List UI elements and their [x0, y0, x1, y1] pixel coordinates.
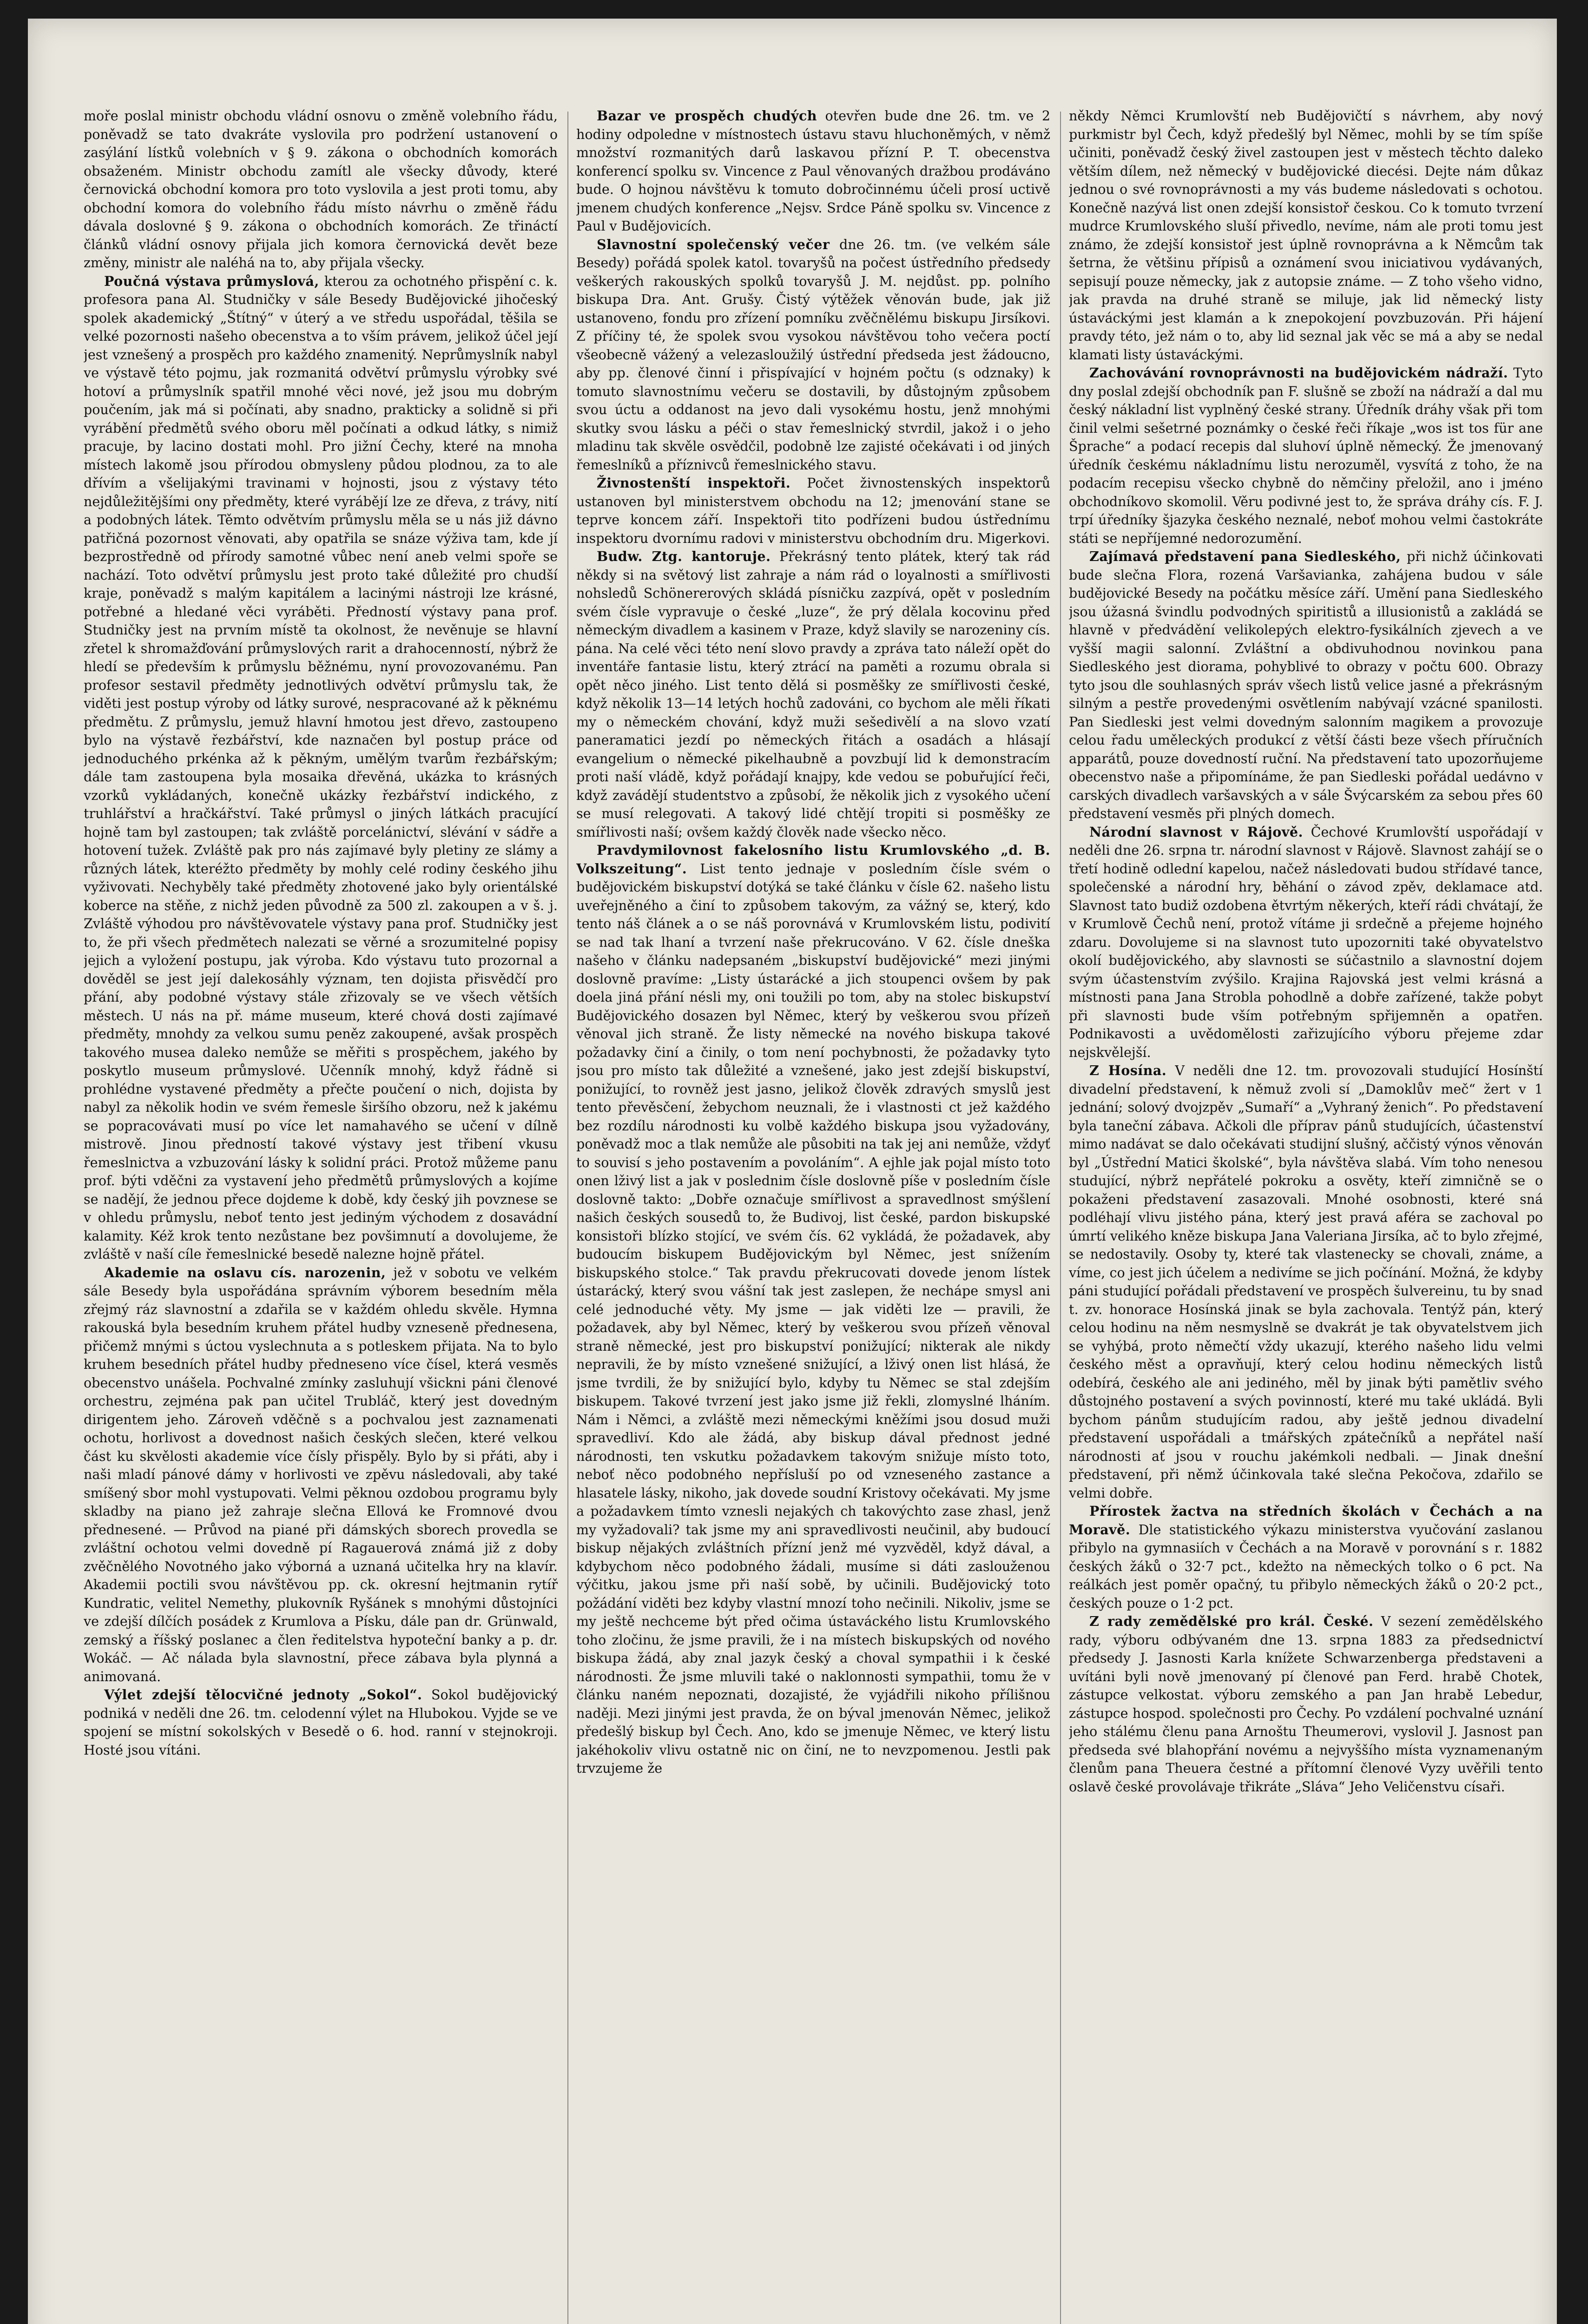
article-heading: Národní slavnost v Rájově. [1089, 824, 1303, 840]
article-text: dne 26. tm. (ve velkém sále Besedy) pořádá spolek katol. tovaryšů na počest ústředního předsedy veškerých rakouských spolků tovaryšů J. M. nejdůst. pp. polního biskupa Dra. Ant. Grušy. Čistý výtěžek věnován bude, jak již ustanoveno, fondu pro zřízení pomníku zvěčnělému biskupu Jirsíkovi. Z příčiny té, že spolek svou vysokou návštěvou toho večera poctí všeobecně vážený a velezasloužilý ústřední předseda jest žádoucno, aby pp. členové činní i přispívající v hojném počtu (s odznaky) k tomuto slavnostnímu večeru se dostavili, by důstojným způsobem svou úctu a oddanost na jevo dali vysokému hostu, jenž mnohými skutky svou lásku a péči o stav řemeslnický stvrdil, jakož i o jeho mladinu tak skvěle osvědčil, podobně lze zajisté očekávati i od jiných řemeslníků a příznivců řemeslnického stavu. [576, 237, 1050, 473]
article-paragraph [576, 107, 1050, 236]
article-paragraph [576, 841, 1050, 1778]
article-heading: Z rady zemědělské pro král. České. [1089, 1613, 1374, 1629]
article-paragraph [84, 1686, 558, 1759]
column-divider [1060, 112, 1061, 2324]
article-heading: Poučná výstava průmyslová, [104, 273, 319, 289]
article-paragraph [1069, 1062, 1543, 1502]
article-heading: Z Hosína. [1089, 1063, 1167, 1078]
article-heading: Živnostenští inspektoři. [597, 475, 791, 491]
article-paragraph [84, 272, 558, 1264]
article-text: Čechové Krumlovští uspořádají v neděli dne 26. srpna tr. národní slavnost v Rájově. Slavnost zahájí se o třetí hodině odlední kapelou, načež následovati budou střídavé tance, společenské a národní hry, běhání o závod zpěv, deklamace atd. Slavnost tato budiž ozdobena ětvrtým někerých, kteří rádi chvátají, že v Krumlově Čechů není, protož vítáme ji srdečně a přejeme hojného zdaru. Dovolujeme si na slavnost tuto upozorniti také obyvatelstvo okolí budějovického, aby slavnosti se súčastnilo a slavnostní dojem svým účastenstvím zvýšilo. Krajina Rajovská jest velmi krásná a místnosti pana Jana Strobla pohodlně a dobře zařízené, takže pobyt při slavnosti bude vším potřebným spřijemněn a opatřen. Podnikavosti a uvědomělosti zařizujícího výboru přejeme zdar nejskvělejší. [1069, 824, 1543, 1060]
article-text: kterou za ochotného přispění c. k. profesora pana Al. Studničky v sále Besedy Budějovické jihočeský spolek akademický „Štítný“ v úterý a ve středu uspořádal, těšila se velké pozornosti našeho obecenstva a to vším právem, jelikož účel její jest vznešený a prospěch pro každého znamenitý. Neprůmyslník nabyl ve výstavě této pojmu, jak rozmanitá odvětví průmyslu výrobky své hotoví a průmyslník spatřil mnohé věci nové, jež jsou mu dobrým poučením, jak má si počínati, aby snadno, prakticky a solidně si při vyrábění předmětů svého oboru měl počínati a odkud látky, s nimiž pracuje, by lacino dostati mohl. Pro jižní Čechy, které na mnoha místech lakomě jsou přírodou obmysleny půdou plodnou, za to ale dřívím a všelijakými travinami v hojnosti, jsou z výstavy této nejdůležitějšími ony předměty, které vyrábějí lze ze dřeva, z trávy, nití a podobných látek. Těmto odvětvím průmyslu měla se u nás již dávno patřičná pozornost věnovati, aby opatřila se snáze výživa tam, kde jí bezprostředně od přírody samotné vůbec není aneb velmi spoře se nachází. Toto odvětví průmyslu jest proto také důležité pro chudší kraje, poněvadž s malým kapitálem a lacinými nástroji lze krásné, potřebné a hledané věci vyráběti. Předností výstavy pana prof. Studničky jest na prvním místě ta okolnost, že nevěnuje se hlavní zřetel k shromažďování průmyslových rarit a drahocenností, nýbrž že hledí se především k průmyslu běžnému, nyní provozovanému. Pan profesor sestavil předměty jednotlivých odvětví průmyslu tak, že viděti jest postup výroby od látky surové, nespracované až k pěknému předmětu. Z průmyslu, jemuž hlavní hmotou jest dřevo, zastoupeno bylo na výstavě řezbářství, kde naznačen byl postup práce od jednoduchého prkénka až k pěkným, umělým tvarům řezbářským; dále tam zastoupena byla mosaika dřevěná, ukázka to krásných vzorků vykládaných, konečně ukázky řezbářství indického, z truhlářství a hračkářství. Také průmysl o jiných látkách pracující hojně tam byl zastoupen; tak zvláště porcelánictví, slévání v sádře a hotovení tužek. Zvláště pak pro nás zajímavé byly pletiny ze slámy a různých látek, kteréžto předměty by mohly celé rodiny českého jihu vyživovati. Nechyběly také předměty zhotovené jako byly orientálské koberce na stěňe, z nichž jeden původně za 500 zl. zakoupen a v š. j. Zvláště výhodou pro návštěvovatele výstavy pana prof. Studničky jest to, že při všech předmětech nalezati se věrné a srozumitelné popisy jejich a vyložení postupu, jak výroba. Kdo výstavu tuto prozornal a dověděl se jest její dalekosáhly význam, ten dojista přisvědčí pro přání, aby podobné výstavy stále zřizovaly se ve všech větších městech. U nás na př. máme museum, které chová dosti zajímavé předměty, mnohdy za velkou sumu peněz zakoupené, avšak prospěch takového musea daleko nemůže se měřiti s prospěchem, jakého by poskytlo museum průmyslové. Učenník mnohý, když řádně si prohlédne vystavené předměty a přečte poučení o nich, dojista by nabyl za několik hodin ve svém řemesle širšího obzoru, než k jakému se popracovávati musí po více let namahavého se učení v dílně mistrově. Jinou předností takové výstavy jest třibení vkusu řemeslnictva a vzbuzování lásky k solidní práci. Protož můžeme panu prof. býti vděčni za vystavení jeho předmětů průmyslových a kojíme se nadějí, že jednou přece dojdeme k době, kdy český jih povznese se v ohledu průmyslu, neboť tento jest jediným východem z dosavádní kalamity. Kéž krok tento nezůstane bez povšimnutí a dovolujeme, že zvláště v naší cíle řemeslnické besedě nalezne hojně přátel. [84, 273, 558, 1262]
article-text: při nichž účinkovati bude slečna Flora, rozená Varšavianka, zahájena budou v sále budějovické Besedy na počátku měsíce září. Umění pana Siedleského jsou úžasná švindlu podvodných spiritistů a illusionistů a zakládá se hlavně v předvádění velikolepých elektro-fysikálních zjevech a ve vyšší magii salonní. Zvláštní a obdivuhodnou novinkou pana Siedleského jest diorama, pohyblivé to obrazy v počtu 600. Obrazy tyto jsou dle souhlasných správ všech listů velice jasné a překrásným silným a pestře provedenými osvětlením nabývají vzácné spanilosti. Pan Siedleski jest velmi dovedným salonním magikem a provozuje celou řadu uměleckých produkcí z větší části beze všech příručních apparátů, pouze dovedností ruční. Na představení tato upozorňujeme obecenstvo naše a připomínáme, že pan Siedleski pořádal uedávno v carských divadlech varšavských a v sále Švýcarském za sebou přes 60 představení vesměs při plných domech. [1069, 549, 1543, 821]
article-paragraph [1069, 823, 1543, 1062]
article-heading: Výlet zdejší tělocvičné jednoty „Sokol“. [104, 1687, 422, 1703]
article-text: List tento jednaje v posledním čísle svém o budějovickém biskupství dotýká se také článku v čísle 62. našeho listu uveřejněného a činí to způsobem takovým, za vážný se, který, kdo tento náš článek a o se náš porovnává v Krumlovském listu, podivití se nad tak lhaní a tvrzení naše překrucováno. V 62. čísle dneška našeho v článku nadepsaném „biskupství budějovické“ mezi jinými doslovně pravíme: „Listy ústarácké a jich stoupenci ovšem by pak doela jiná přání nésli my, oni toužili po tom, aby na stolec biskupství Budějovického dosazen byl Němec, který by veškerou svou přízeň věnoval jich straně. Že listy německé na nového biskupa takové požadavky činí a činily, o tom není pochybnosti, že požadavky tyto jsou pro místo tak důležité a vznešené, jako jest zdejší biskupství, ponižující, to rovněž jest jasno, jelikož člověk zdravých smyslů jest tento převěsčení, žebychom neuznali, že i vlastnosti ct jež každého bez rozdílu národnosti ku volbě každého biskupa jsou vyžadovány, poněvadž moc a tlak nemůže ale působiti na tak jej ani nemůže, vždyť to souvisí s jeho postavením a povoláním“. A ejhle jak pojal místo toto onen lživý list a jak v poslednim čísle doslovně píše v posledním čísle doslovně takto: „Dobře označuje smířlivost a spravedlnost smýšlení našich českých sousedů to, že Budivoj, list české, pardon biskupské konsistoři blízko stojící, ve svém čís. 62 vykládá, že požadavek, aby budoucím biskupem Budějovickým byl Němec, jest snížením biskupského stolce.“ Tak pravdu překrucovati dovede jenom lístek ústarácký, který svou vášní tak jest zaslepen, že nechápe smysl ani celé jednoduché věty. My jsme — jak viděti lze — pravili, že požadavek, aby byl Němec, který by veškerou svou přízeň věnoval straně německé, jest pro biskupství ponižující; nikterak ale nikdy nepravili, že by místo vznešené snižující, a lživý onen list hlásá, že jsme tvrdili, že by snižující bylo, kdyby tu Němec se stal zdejším biskupem. Takové tvrzení jest jako jsme již řekli, zlomyslné lháním. Nám i Němci, a zvláště mezi německými kněžími jsou dosud muži spravedliví. Kdo ale žádá, aby biskup dával přednost jedné národnosti, ten vskutku požadavkem takovým snižuje místo toto, neboť něco podobného nepřísluší po od vzneseného zastance a hlasatele lásky, nikoho, jak dovede soudní Kristovy očekávati. My jsme a požadavkem tímto vznesli nejakých ch takovýchto zase zhasl, jenž my vyžadovali? tak jsme my ani spravedlivosti neučinil, aby budoucí biskup nějakých zvláštních přízní jenž mé vyzvěděl, když dával, a kdybychom něco podobného žádali, musíme si dáti zaslouženou výčitku, jakou jsme při naší sobě, by učinili. Budějovický toto požádání viděti bez kdyby vlastní mnozí toho nečinili. Nikoliv, jsme se my ještě nechceme být před očima ústaváckého listu Krumlovského toho zločinu, že jsme pravili, že i na místech biskupských od nového biskupa žádá, aby znal jazyk český a choval sympathii i k české národnosti. Že jsme mluvili také o naklonnosti sympathii, tomu že v článku naném nepoznati, dozajisté, že vyjádřili nikoho přílišnou naději. Mezi jinými jest pravda, že on býval jmenován Němec, jelikož předešlý biskup byl Čech. Ano, kdo se jmenuje Němec, ve který listu jakéhokoliv vlivu ostatně nic on činí, ne to nevzpomenou. Jestli pak trvzujeme že [576, 861, 1050, 1776]
article-heading: Zajímavá představení pana Siedleského, [1089, 548, 1401, 564]
article-heading: Bazar ve prospěch chudých [597, 108, 817, 124]
article-paragraph [1069, 107, 1543, 364]
article-paragraph [1069, 1502, 1543, 1612]
article-text: V sezení zemědělského rady, výboru odbývaném dne 13. srpna 1883 za předsednictví předsedy J. Jasnosti Karla knížete Schwarzenberga představeni a uvítáni byli nově jmenovaný pí členové pan Ferd. hrabě Chotek, zástupce velkostat. výboru zemského a pan Jan hrabě Lebedur, zástupce hospod. společnosti pro Čechy. Po vzdálení pochvalné uznání jeho stálému členu pana Arnoštu Theumerovi, vyslovil J. Jasnost pan předseda své blahopřání novému a nejvyššího místa vyznamenaným členům pana Theuera čestné a přítomní členové Vyzy uvěřili tento oslavě české provolávaje třikráte „Sláva“ Jeho Veličenstvu císaři. [1069, 1614, 1543, 1795]
article-text: otevřen bude dne 26. tm. ve 2 hodiny odpoledne v místnostech ústavu stavu hluchoněmých, v němž množství rozmanitých darů laskavou přízní P. T. obecenstva konferencí spolku sv. Vincence z Paul věnovaných dražbou prodáváno bude. O hojnou návštěvu k tomuto dobročinnému účeli prosí uctivě jmenem chudých konference „Nejsv. Srdce Páně spolku sv. Vincence z Paul v Budějovicích. [576, 108, 1050, 234]
article-text: Překrásný tento plátek, který tak rád někdy si na světový list zahraje a nám rád o loyalnosti a smířlivosti nohsledů Schönererových skládá písničku zazpívá, opět v posledním svém čísle vypravuje o české „luze“, že prý dělala kocovinu před německým divadlem a kasinem v Praze, když slavily se narozeniny cís. pána. Na celé věci této není slovo pravdy a zpráva tato náleží opět do inventáře fantasie listu, který ztrácí na paměti a rozumu obrala si opět něco jiného. List tento dělá si posměšky ze smířlivosti české, když několik 13—14 letých hochů zadováni, co bychom ale měli říkati my o německém chování, když muži sešedivělí a na slovo vzatí paneramatici jezdí po německých řitách a osadách a hlásají evangelium o německé pikelhaubně a povzbují lid k demonstracím proti naší vládě, když pořádají knajpy, kde vedou se pobuřující řeči, když zavádějí studentstvo a způsobí, že několik jich z vysokého učení se musí relegovati. A takový lidé chtějí tropiti si posměšky ze smířlivosti naší; ovšem každý člověk nade všecko něco. [576, 549, 1050, 840]
article-text: V neděli dne 12. tm. provozovali studující Hosínští divadelní představení, k němuž zvoli sí „Damoklův meč“ žert v 1 jednání; solový dvojzpěv „Sumaří“ a „Vyhraný ženich“. Po představení byla taneční zábava. Ačkoli dle příprav pánů studujících, účastenství mimo nadávat se dalo očekávati studijní slušný, aččistý výnos věnován byl „Ústřední Matici školské“, byla návštěva slabá. Vím toho nenesou studující, nýbrž nepřátelé pokroku a osvěty, kteří zimničně se o pokaženi představení zasazovali. Mnohé osobnosti, které sná podléhají vlivu jistého pána, který jest pravá aféra se zachoval po úmrtí velikého kněze biskupa Jana Valeriana Jirsíka, ač to bylo zřejmé, se nedostavily. Osoby ty, které tak vlastenecky se chovali, známe, a víme, co jest jich účelem a nedivíme se jich počínání. Možná, že kdyby páni studující pořádali představení ve prospěch šulvereinu, tu by snad t. zv. honorace Hosínská jinak se byla zachovala. Tentýž pán, který celou hodinu na něm nesmyslně se dvakrát je tak obyvatelstvem jich se vyhýbá, proto němečtí vždy ukazují, kterého našeho lidu velmi českého měst a opravňují, který celou hodinu německých listů odebírá, českého ale ani jediného, měl by jinak býti pamětliv svého důstojného postavení a svých povinností, které mu také ukládá. Byli bychom pánům studujícím radou, aby ještě jednou divadelní představení uspořádali a tmářských zpátečníků a nepřátel naší národnosti ať jsou v rouchu jakémkoli nedbali. — Jinak dnešní představení, při němž účinkovala také slečna Pekočova, zdařilo se velmi dobře. [1069, 1063, 1543, 1501]
article-heading: Zachovávání rovnoprávnosti na budějovickém nádraží. [1089, 365, 1509, 381]
article-text: Dle statistického výkazu ministerstva vyučování zaslanou přibylo na gymnasiích v Čechách a na Moravě v porovnání s r. 1882 českých žáků o 32·7 pct., kdežto na německých tolko o 6 pct. Na reálkách jest poměr opačný, tu přibylo německých žáků o 20·2 pct., českých pouze o 1·2 pct. [1069, 1522, 1543, 1611]
column-divider [567, 112, 568, 2324]
column-1 [84, 107, 558, 2324]
article-heading: Slavnostní společenský večer [597, 236, 830, 252]
article-text: Sokol budějovický podniká v neděli dne 26. tm. celodenní výlet na Hlubokou. Vyjde se ve spojení se místní sokolských v Besedě o 6. hod. ranní v stejnokroji. Hosté jsou vítáni. [84, 1687, 558, 1758]
article-text: jež v sobotu ve velkém sále Besedy byla uspořádána správním výborem besedním měla zřejmý ráz slavnostní a zdařila se v každém ohledu skvěle. Hymna rakouská byla besedním kruhem přátel hudby vzneseně přednesena, přičemž mnými s úctou vyslechnuta a s potleskem přijata. Na to bylo kruhem besedních přátel hudby předneseno více čísel, která vesměs obecenstvo unášela. Pochvalné zmínky zasluhují všickni páni členové orchestru, zejména pak pan učitel Trubláč, který jest dovedným dirigentem jeho. Zároveň vděčně s a pochvalou jest zaznamenati ochotu, horlivost a dovednost našich českých slečen, které velkou část ku skvělosti akademie více čísly přispěly. Bylo by si přáti, aby i naši mladí pánové dámy v horlivosti ve zpěvu následovali, aby také smíšený sbor mohl vystupovati. Velmi pěknou ozdobou programu byly skladby na piano jež zahraje slečna Ellová ke Fromnové dvou přednesené. — Průvod na piané při dámských sborech provedla se zvláštní ochotou velmi dovedně pí Ragauerová známá již z doby zvěčnělého Novotného jako výborná a uznaná učitelka hry na klavír. Akademii poctili svou návštěvou pp. ck. okresní hejtmanin rytíř Kundratic, velitel Nemethy, plukovník Ryšánek s mnohými důstojníci ve zdejší dílčích posádek z Krumlova a Písku, dále pan dr. Grünwald, zemský a říšský poslanec a člen ředitelstva hypoteční banky a p. dr. Wokáč. — Ač nálada byla slavnostní, přece zábava byla plynná a animovaná. [84, 1265, 558, 1684]
newspaper-page [28, 19, 1557, 2324]
article-paragraph [1069, 548, 1543, 823]
column-3 [1069, 107, 1543, 2324]
article-paragraph [84, 107, 558, 272]
article-heading: Budw. Ztg. kantoruje. [597, 548, 771, 564]
article-text: Počet živnostenských inspektorů ustanoven byl ministerstvem obchodu na 12; jmenování stane se teprve koncem září. Inspektoři tito podřízeni budou ústřednímu inspektoru dvornímu radovi v ministerstvu obchodním dru. Migerkovi. [576, 475, 1050, 546]
article-text: Tyto dny poslal zdejší obchodník pan F. slušně se zboží na nádraží a dal mu český nákladní list vyplněný české strany. Úředník dráhy však při tom činil velmi sešetrné poznámky o české řeči říkaje „wos ist tos für ane Šprache“ a podací recepis dal sluhoví úplně německý. Že jmenovaný úředník českému nákladnímu listu nerozuměl, vysvítá z toho, že na podacím recepisu všecko chybně do němčiny přeložil, ano i jméno obchodníkovo skomolil. Věru podivné jest to, že správa dráhy cís. F. J. trpí úředníky šjazyka českého neznalé, neboť mohou velmi častokráte státi se nepříjemné nedorozumění. [1069, 365, 1543, 546]
article-paragraph [1069, 1612, 1543, 1796]
article-paragraph [1069, 364, 1543, 548]
article-text: někdy Němci Krumlovští neb Budějovičtí s návrhem, aby nový purkmistr byl Čech, když předešlý byl Němec, mohli by se tím spíše učiniti, poněvadž český živel zastoupen jest v městech těchto daleko větším dílem, než německý v budějovické diecési. Dejte nám důkaz jednou o své rovnoprávnosti a my vás budeme následovati s ochotou. Konečně nazývá list onen zdejší konsistoř českou. Co k tomuto tvrzení mudrce Krumlovského sluší přivedlo, nevíme, nám ale proti tomu jest známo, že zdejší konsistoř jest úplně rovnoprávna a k Němcům tak šetrna, že většinu přípisů a oznámení svou iniciativou vydávaných, sepisují pouze německy, jak z autopsie známe. — Z toho všeho vidno, jak pravda na druhé straně se miluje, jak lid německý listy ústaváckými jest klamán a k znepokojení povzbuzován. Při hájení pravdy této, jež nám o to, aby lid seznal jak věc se má a aby se nedal klamati listy ústaváckými. [1069, 108, 1543, 363]
article-paragraph [576, 474, 1050, 548]
article-heading: Pravdymilovnost fakelosního listu Krumlovského „d. B. Volkszeitung“. [576, 842, 1050, 877]
article-text: moře poslal ministr obchodu vládní osnovu o změně volebního řádu, poněvadž se tato dvakráte vyslovila pro podržení ustanovení o zasýlání lístků volebních v § 9. zákona o obchodních komorách obsaženém. Ministr obchodu zamítl ale všecky důvody, které černovická obchodní komora pro toto vyslovila a jest proti tomu, aby obchodní komora do volebního řádu místo návrhu o změně řádu dávala doslovné § 9. zákona o obchodních komorách. Ze třináctí článků vládní osnovy přijala jich komora černovická devět beze změny, ministr ale naléhá na to, aby přijala všecky. [84, 108, 558, 271]
article-paragraph [576, 548, 1050, 841]
column-2 [576, 107, 1050, 2324]
article-heading: Přírostek žactva na středních školách v Čechách a na Moravě. [1069, 1503, 1543, 1538]
article-heading: Akademie na oslavu cís. narozenin, [104, 1264, 386, 1281]
article-paragraph [84, 1264, 558, 1686]
article-paragraph [576, 236, 1050, 475]
